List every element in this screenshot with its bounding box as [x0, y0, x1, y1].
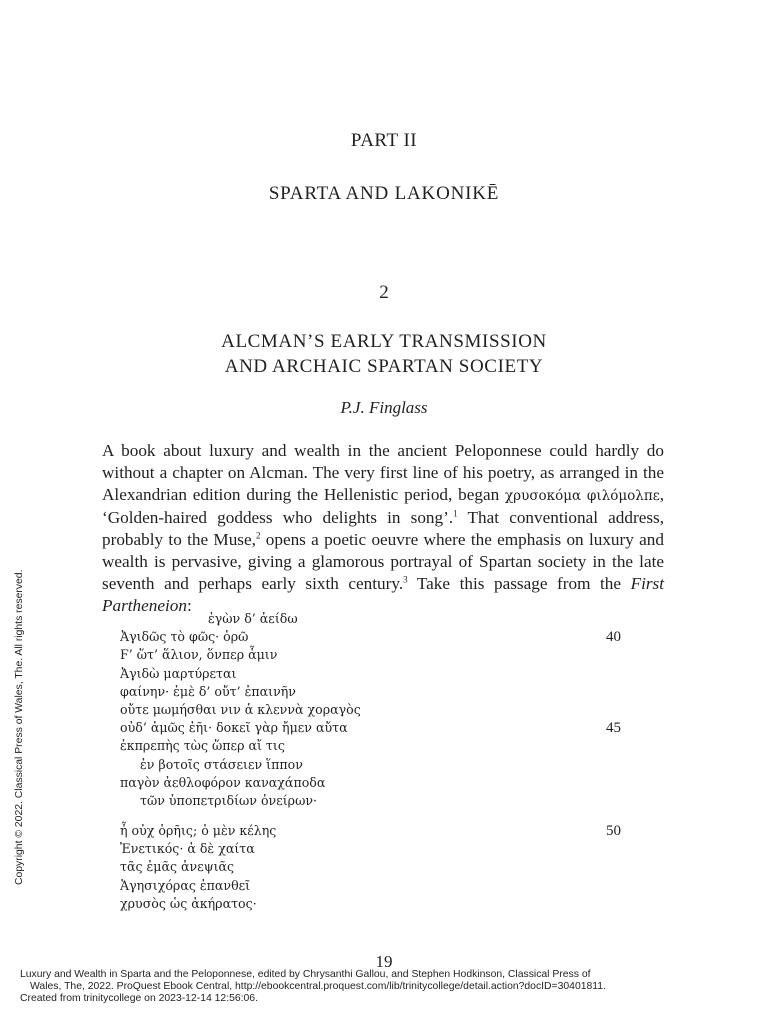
body-text-4: Take this passage from the: [407, 573, 631, 593]
verse-line: [120, 719, 625, 737]
part-title: SPARTA AND LAKONIKĒ: [268, 183, 500, 204]
chapter-title: [0, 329, 768, 379]
verse-text: Ἀγιδῶς τὸ φῶς· ὁρῶ: [120, 629, 249, 645]
greek-quote: χρυσοκόμα φιλόμολπε: [505, 487, 660, 504]
verse-line: [120, 701, 625, 719]
verse-line: [120, 610, 625, 628]
verse-line: [120, 840, 625, 858]
body-paragraph: [102, 440, 664, 616]
verse-block-1: [120, 610, 625, 810]
footer-line2: Wales, The, 2022. ProQuest Ebook Central, http://ebookcentral.proquest.com/lib/trinitycollege/detail.action?docID=30401811.: [30, 981, 606, 992]
work-title: First Partheneion: [102, 573, 665, 615]
verse-line: [120, 877, 625, 895]
verse-text: τᾶς ἐμᾶς ἀνεψιᾶς: [120, 859, 235, 875]
footer-citation: [20, 969, 760, 1005]
verse-text: χρυσὸς ὡς ἀκήρατος·: [120, 895, 257, 911]
verse-text: οὔτε μωμήσθαι νιν ἁ κλεννὰ χοραγὸς: [120, 701, 361, 717]
body-text-end: :: [186, 595, 192, 615]
verse-block-2: [120, 822, 625, 913]
verse-text: ἐγὼν δ’ ἀείδω: [208, 611, 298, 626]
chapter-number: 2: [379, 282, 389, 303]
chapter-title-line1: ALCMAN’S EARLY TRANSMISSION: [221, 331, 547, 352]
verse-line: [120, 646, 625, 664]
verse-line: [120, 737, 625, 755]
side-copyright: Copyright © 2022. Classical Press of Wales, The. All rights reserved.: [14, 569, 25, 885]
footnote-ref-3[interactable]: 3: [403, 574, 408, 585]
verse-text: Ἀγιδὼ μαρτύρεται: [120, 665, 237, 681]
part-label: PART II: [350, 130, 418, 151]
chapter-title-line2: AND ARCHAIC SPARTAN SOCIETY: [224, 356, 544, 377]
verse-text: ἦ οὐχ ὁρῆις; ὁ μὲν κέλης: [120, 823, 277, 838]
author-name: P.J. Finglass: [340, 398, 428, 417]
footnote-ref-1[interactable]: 1: [453, 508, 458, 519]
verse-text: φαίνην· ἐμὲ δ’ οὔτ’ ἐπαινῆν: [120, 683, 296, 699]
verse-text: Ἁγησιχόρας ἐπανθεῖ: [120, 877, 251, 893]
verse-line: [120, 683, 625, 701]
verse-text: Ἐνετικός· ἁ δὲ χαίτα: [120, 841, 255, 857]
verse-line: [120, 665, 625, 683]
verse-line: [120, 792, 625, 810]
body-text-1: A book about luxury and wealth in the ancient Peloponnese could hardly do without a chapter on Alcman. The very first line of his poetry, as arranged in the Alexandrian edition during the Hellenistic period, began: [102, 441, 664, 504]
line-number: 40: [606, 629, 621, 646]
body-text-2: That conventional address, probably to the Muse,: [102, 508, 664, 550]
body-text-3: opens a poetic oeuvre where the emphasis on luxury and wealth is pervasive, giving a glamorous portrayal of Spartan society in the late seventh and perhaps early sixth century.: [102, 530, 664, 593]
verse-line: [120, 756, 625, 774]
body-text-1b: , ‘Golden-haired goddess who delights in song’.: [102, 484, 664, 528]
verse-line: [120, 822, 625, 840]
footer-line1: Luxury and Wealth in Sparta and the Peloponnese, edited by Chrysanthi Gallou, and Stephen Hodkinson, Classical Press of: [20, 969, 591, 980]
verse-text: παγὸν ἀεθλοφόρον καναχάποδα: [120, 774, 326, 790]
footer-line3: Created from trinitycollege on 2023-12-14 12:56:06.: [20, 993, 258, 1004]
page-number: 19: [375, 952, 393, 971]
verse-line: [120, 774, 625, 792]
line-number: 45: [606, 720, 621, 737]
verse-text: ἐκπρεπὴς τὼς ὥπερ αἴ τις: [120, 738, 285, 754]
line-number: 50: [606, 823, 621, 839]
verse-line: [120, 628, 625, 646]
verse-text: Ϝ’ ὥτ’ ἅλιον, ὅνπερ ἇμιν: [120, 647, 278, 663]
footnote-ref-2[interactable]: 2: [255, 530, 261, 541]
verse-line: [120, 895, 625, 913]
verse-text: οὐδ’ ἁμῶς ἐῆι· δοκεῖ γὰρ ἤμεν αὔτα: [120, 720, 348, 736]
verse-text: ἐν βοτοῖς στάσειεν ἵππον: [140, 756, 303, 772]
verse-text: τῶν ὑποπετριδίων ὀνείρων·: [140, 792, 318, 808]
verse-line: [120, 858, 625, 876]
